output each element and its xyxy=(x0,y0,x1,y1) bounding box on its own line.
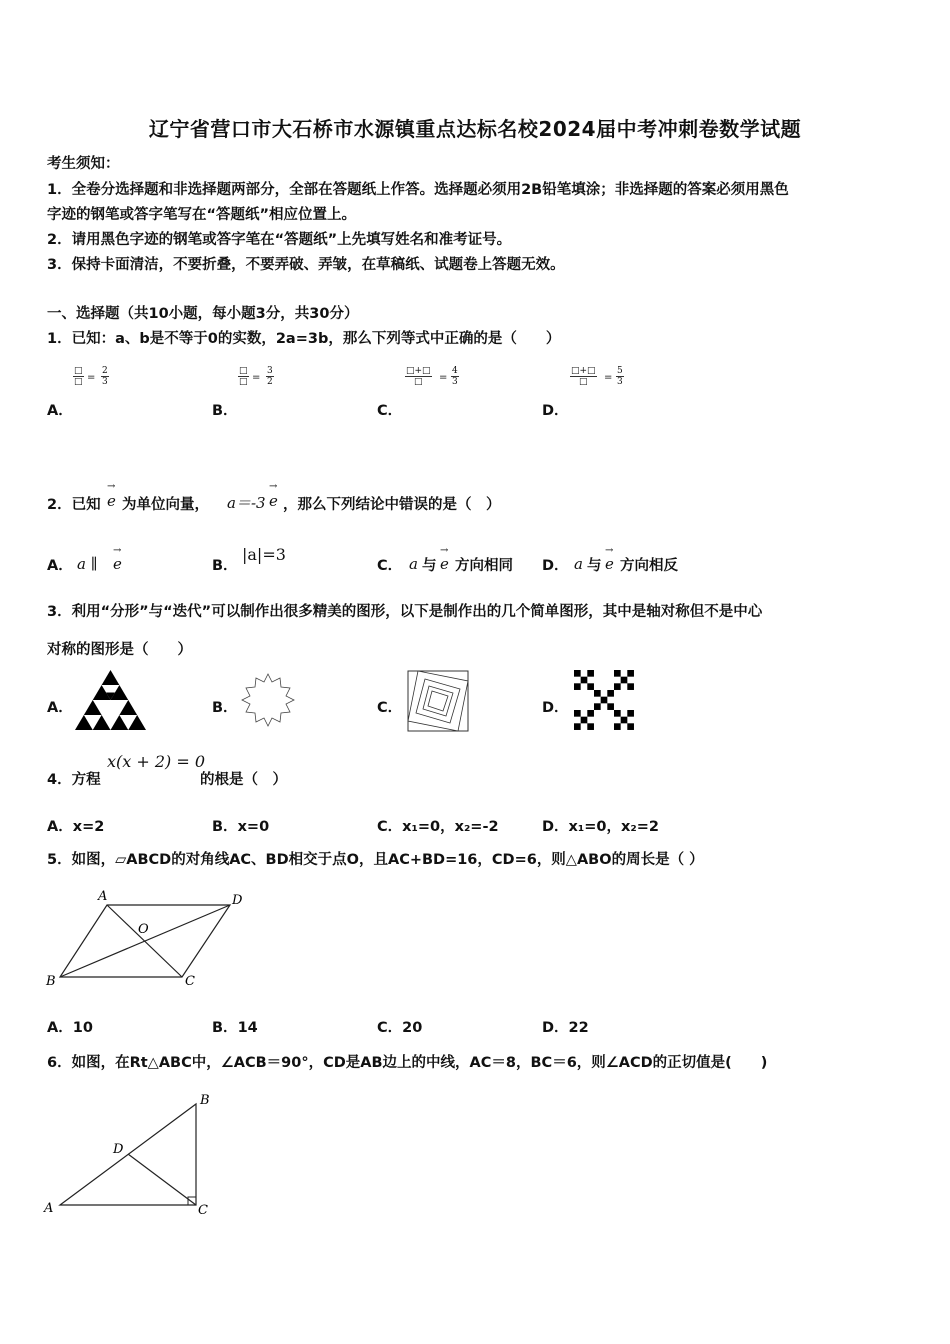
q3-stem-line2: 对称的图形是（ ） xyxy=(47,642,192,658)
checker-fractal-figure xyxy=(574,670,634,730)
q3-option-d[interactable]: D． xyxy=(542,668,652,733)
q6-label-b: B xyxy=(200,1093,210,1108)
q6-label-d: D xyxy=(113,1142,124,1157)
q5-label-o: O xyxy=(138,922,149,937)
q5-parallelogram-figure xyxy=(40,885,255,990)
q1-option-d[interactable]: □+□ □ = $\frac{5}{3}$ D． xyxy=(542,366,623,419)
q5-stem: 5．如图，▱ABCD的对角线AC、BD相交于点O，且AC+BD=16，CD=6，则△ABO的周长是（ ） xyxy=(47,852,704,868)
q1-option-a[interactable]: □ □ = $\frac{2}{3}$ A． xyxy=(47,366,108,419)
q6-right-triangle-figure xyxy=(40,1088,230,1223)
q2-option-b[interactable]: B． |a|=3 xyxy=(212,545,286,574)
notice-heading: 考生须知： xyxy=(47,156,120,172)
section-heading: 一、选择题（共10小题，每小题3分，共30分） xyxy=(47,306,359,322)
q1-option-b[interactable]: □ □ = $\frac{3}{2}$ B． xyxy=(212,366,273,419)
notice-item-1: 1．全卷分选择题和非选择题两部分，全部在答题纸上作答。选择题必须用2B铅笔填涂；非选择题的答案必须用黑色 xyxy=(47,182,789,198)
q5-option-d[interactable]: D．22 xyxy=(542,1020,589,1036)
q4-option-b[interactable]: B．x=0 xyxy=(212,819,270,835)
q4-option-d[interactable]: D．x₁=0，x₂=2 xyxy=(542,819,659,835)
q5-label-c: C xyxy=(185,974,195,989)
q2-option-a[interactable]: A． a ∥ → e xyxy=(47,545,122,574)
q5-option-a[interactable]: A．10 xyxy=(47,1020,93,1036)
q4-option-c[interactable]: C．x₁=0，x₂=-2 xyxy=(377,819,499,835)
page-title: 辽宁省营口市大石桥市水源镇重点达标名校2024届中考冲刺卷数学试题 xyxy=(148,117,802,141)
q6-label-c: C xyxy=(198,1203,208,1218)
q2-option-d[interactable]: D． a 与 → e 方向相反 xyxy=(542,545,678,574)
q2-option-c[interactable]: C． a 与 → e 方向相同 xyxy=(377,545,513,574)
q5-label-d: D xyxy=(232,893,243,908)
q3-option-a[interactable]: A． xyxy=(47,668,157,733)
q3-option-c[interactable]: C． xyxy=(377,668,487,733)
q6-stem: 6．如图，在Rt△ABC中，∠ACB＝90°，CD是AB边上的中线，AC＝8，BC＝6，则∠ACD的正切值是( ) xyxy=(47,1055,768,1071)
q6-label-a: A xyxy=(44,1201,54,1216)
q1-stem: 1．已知：a、b是不等于0的实数，2a=3b，那么下列等式中正确的是（ ） xyxy=(47,331,561,347)
koch-snowflake-figure xyxy=(238,670,298,730)
notice-item-1-cont: 字迹的钢笔或答字笔写在“答题纸”相应位置上。 xyxy=(47,207,357,223)
q3-option-b[interactable]: B． xyxy=(212,668,322,733)
q5-label-b: B xyxy=(46,974,56,989)
nested-squares-figure xyxy=(407,670,469,732)
q5-option-c[interactable]: C．20 xyxy=(377,1020,423,1036)
q3-stem-line1: 3．利用“分形”与“迭代”可以制作出很多精美的图形，以下是制作出的几个简单图形，其中是轴对称但不是中心 xyxy=(47,604,763,620)
q4-stem: 4．方程 x(x + 2) = 0 的根是（ ） xyxy=(47,752,287,788)
q2-stem: 2．已知 → e 为单位向量， a＝-3 → e ，那么下列结论中错误的是（ ） xyxy=(47,481,501,513)
q5-label-a: A xyxy=(98,889,108,904)
q5-option-b[interactable]: B．14 xyxy=(212,1020,258,1036)
q1-option-c[interactable]: □+□ □ = $\frac{4}{3}$ C． xyxy=(377,366,458,419)
q4-option-a[interactable]: A．x=2 xyxy=(47,819,105,835)
sierpinski-triangle-figure xyxy=(73,668,148,732)
notice-item-2: 2．请用黑色字迹的钢笔或答字笔在“答题纸”上先填写姓名和准考证号。 xyxy=(47,232,512,248)
notice-item-3: 3．保持卡面清洁，不要折叠，不要弄破、弄皱，在草稿纸、试题卷上答题无效。 xyxy=(47,257,565,273)
